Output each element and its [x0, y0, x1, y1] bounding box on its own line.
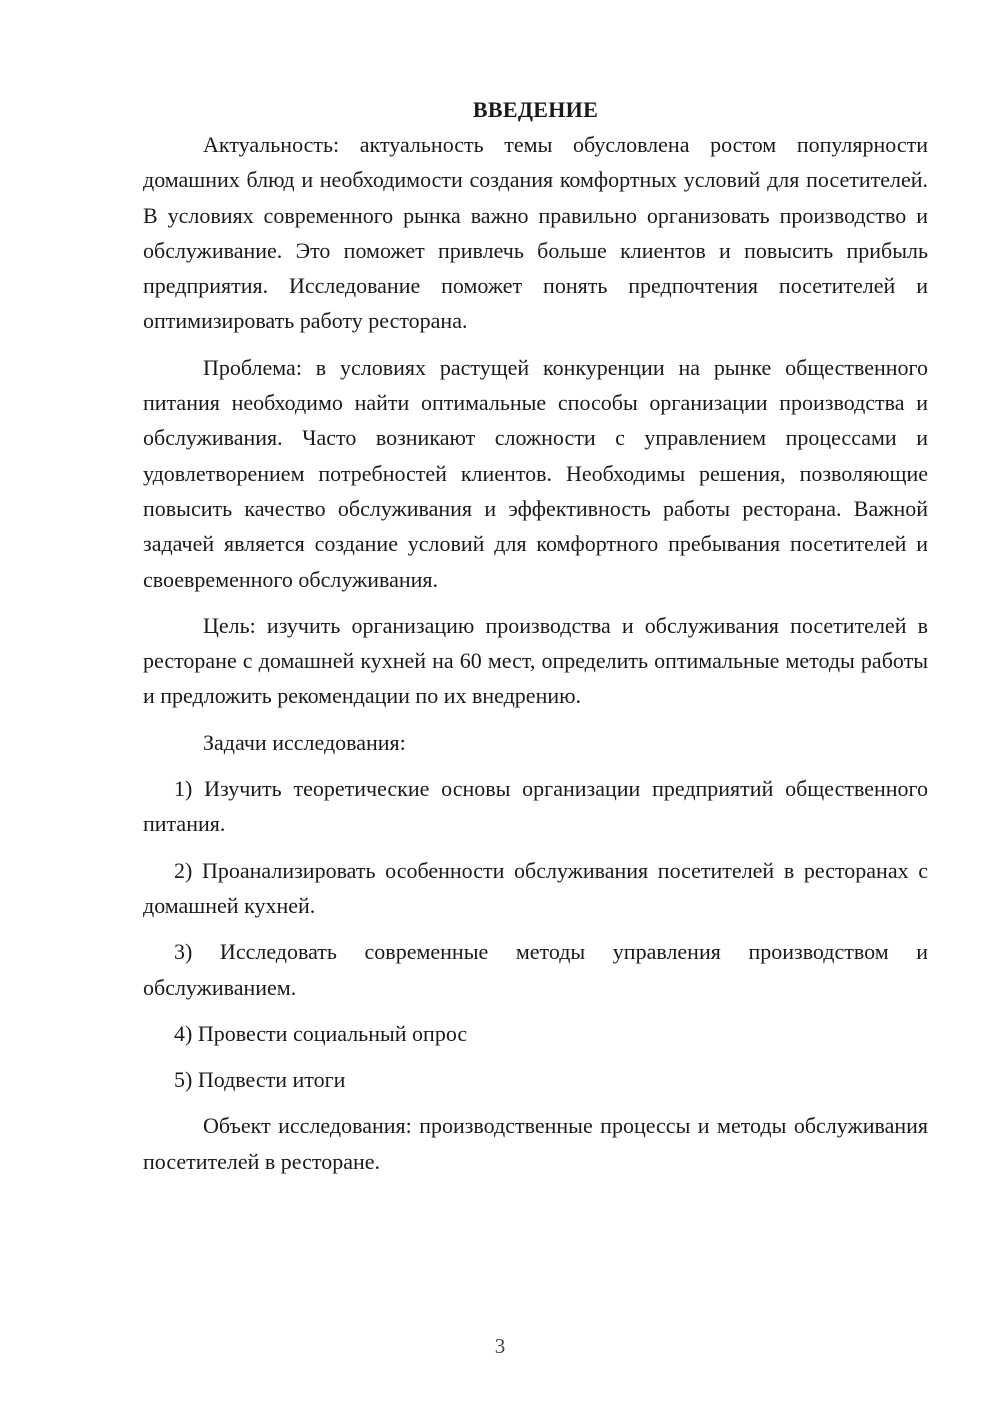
task-item: 3) Исследовать современные методы управления производством и обслуживанием. [143, 939, 928, 1000]
task-item: 5) Подвести итоги [174, 1067, 346, 1093]
problem-paragraph: Проблема: в условиях растущей конкуренции на рынке общественного питания необходимо найти оптимальные способы организации производства и обслуживания. Часто возникают сложности с управлением процессами и удовлетворением потребностей клиентов. Необходимы решения, позволяющие повысить качество обслуживания и эффективность работы ресторана. Важной задачей является создание условий для комфортного пребывания посетителей и своевременного обслуживания. [143, 354, 928, 592]
tasks-list [143, 771, 928, 1097]
task-item: 2) Проанализировать особенности обслуживания посетителей в ресторанах с домашней кухней. [143, 857, 928, 918]
task-item: 4) Провести социальный опрос [174, 1020, 468, 1046]
tasks-heading: Задачи исследования: [203, 729, 406, 755]
goal-paragraph: Цель: изучить организацию производства и обслуживания посетителей в ресторане с домашней кухней на 60 мест, определить оптимальные методы работы и предложить рекомендации по их внедрению. [143, 612, 928, 709]
page-number: 3 [494, 1334, 506, 1358]
task-item: 1) Изучить теоретические основы организации предприятий общественного питания. [143, 776, 928, 837]
page-title: ВВЕДЕНИЕ [472, 97, 599, 122]
object-paragraph: Объект исследования: производственные процессы и методы обслуживания посетителей в ресторане. [143, 1113, 928, 1174]
relevance-paragraph: Актуальность: актуальность темы обусловлена ростом популярности домашних блюд и необходимости создания комфортных условий для посетителей. В условиях современного рынка важно правильно организовать производство и обслуживание. Это поможет привлечь больше клиентов и повысить прибыль предприятия. Исследование поможет понять предпочтения посетителей и оптимизировать работу ресторана. [143, 132, 928, 334]
document-page [143, 92, 928, 1179]
